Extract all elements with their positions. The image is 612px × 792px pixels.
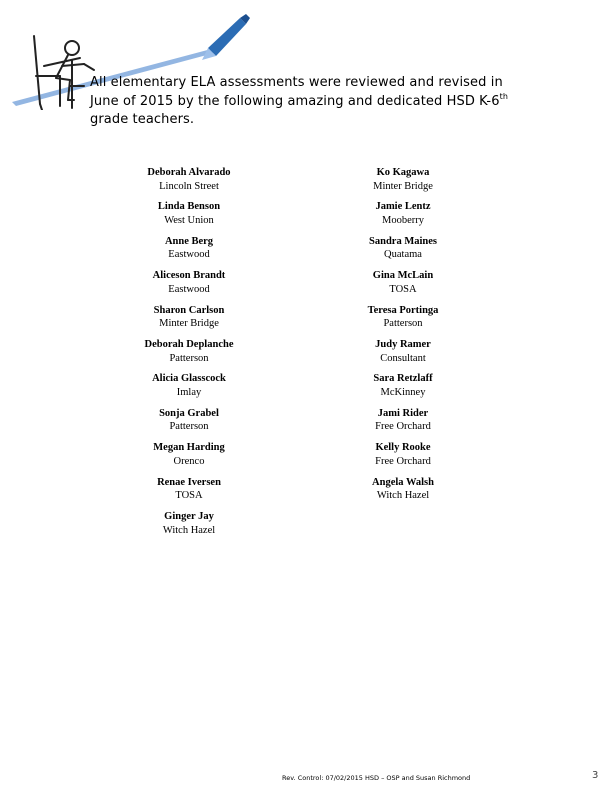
teacher-name: Sharon Carlson xyxy=(153,304,225,316)
teacher-school: Orenco xyxy=(173,455,205,467)
teacher-name: Renae Iversen xyxy=(157,476,221,488)
teacher-entry xyxy=(303,407,503,434)
teacher-entry xyxy=(89,235,289,262)
teacher-name: Aliceson Brandt xyxy=(152,270,226,282)
intro-paragraph xyxy=(90,74,520,130)
teacher-name: Ginger Jay xyxy=(164,511,214,522)
teacher-entry xyxy=(89,166,289,193)
teacher-name: Ko Kagawa xyxy=(376,167,430,178)
teacher-school: Patterson xyxy=(383,318,423,330)
teacher-entry xyxy=(89,372,289,399)
teacher-name: Alicia Glasscock xyxy=(152,373,226,385)
teacher-name: Kelly Rooke xyxy=(375,442,431,454)
teacher-school: TOSA xyxy=(389,283,417,295)
teacher-name: Linda Benson xyxy=(157,201,221,213)
page-number: 3 xyxy=(592,770,599,781)
teacher-school: McKinney xyxy=(380,386,426,398)
teacher-school: Eastwood xyxy=(168,249,210,261)
teacher-name: Anne Berg xyxy=(164,235,214,247)
teacher-name: Judy Ramer xyxy=(375,339,431,350)
teacher-entry xyxy=(303,304,503,331)
teacher-name: Jami Rider xyxy=(377,407,429,419)
teacher-school: Minter Bridge xyxy=(373,180,433,192)
teacher-entry xyxy=(89,510,289,537)
teacher-name: Angela Walsh xyxy=(372,476,434,488)
teacher-school: Quatama xyxy=(384,249,422,261)
teacher-school: Mooberry xyxy=(382,214,424,226)
footer-rev-control: Rev. Control: 07/02/2015 HSD – OSP and Susan Richmond xyxy=(282,774,471,782)
teacher-name: Gina McLain xyxy=(372,270,434,282)
teacher-school: West Union xyxy=(164,214,214,226)
teacher-school: Patterson xyxy=(169,421,209,433)
teacher-school: Patterson xyxy=(169,352,209,364)
teacher-entry xyxy=(89,200,289,227)
teacher-school: Minter Bridge xyxy=(159,318,219,330)
teacher-school: Witch Hazel xyxy=(376,490,430,502)
teacher-school: Free Orchard xyxy=(375,455,431,467)
teacher-entry xyxy=(303,372,503,399)
teacher-entry xyxy=(303,235,503,262)
teacher-entry xyxy=(303,476,503,503)
teacher-entry xyxy=(89,476,289,503)
teacher-entry xyxy=(303,269,503,296)
teacher-name: Sara Retzlaff xyxy=(373,373,433,385)
teacher-entry xyxy=(89,441,289,468)
teacher-entry xyxy=(303,338,503,365)
teacher-school: Lincoln Street xyxy=(159,180,219,192)
teacher-school: Imlay xyxy=(176,386,202,398)
teacher-entry xyxy=(89,304,289,331)
teacher-name: Sandra Maines xyxy=(369,235,437,247)
teacher-school: Eastwood xyxy=(168,283,210,295)
teacher-name: Deborah Alvarado xyxy=(147,167,231,178)
teacher-name: Sonja Grabel xyxy=(159,407,219,419)
teacher-entry xyxy=(303,441,503,468)
intro-text: All elementary ELA assessments were reviewed and revised in June of 2015 by the following amazing and dedicated HSD K-6 xyxy=(90,75,503,109)
teacher-name: Teresa Portinga xyxy=(367,304,439,316)
teacher-school: Consultant xyxy=(380,352,426,364)
intro-text-end: grade teachers. xyxy=(90,112,195,127)
teacher-school: Free Orchard xyxy=(375,421,431,433)
teacher-name: Deborah Deplanche xyxy=(144,339,234,350)
teacher-school: TOSA xyxy=(175,490,203,502)
teacher-name: Megan Harding xyxy=(153,442,225,454)
teacher-entry xyxy=(89,407,289,434)
teacher-school: Witch Hazel xyxy=(162,524,216,536)
teacher-entry xyxy=(303,200,503,227)
teacher-entry xyxy=(89,269,289,296)
teacher-entry xyxy=(303,166,503,193)
teacher-entry xyxy=(89,338,289,365)
ordinal-superscript: th xyxy=(499,91,509,101)
teacher-name: Jamie Lentz xyxy=(375,201,431,213)
